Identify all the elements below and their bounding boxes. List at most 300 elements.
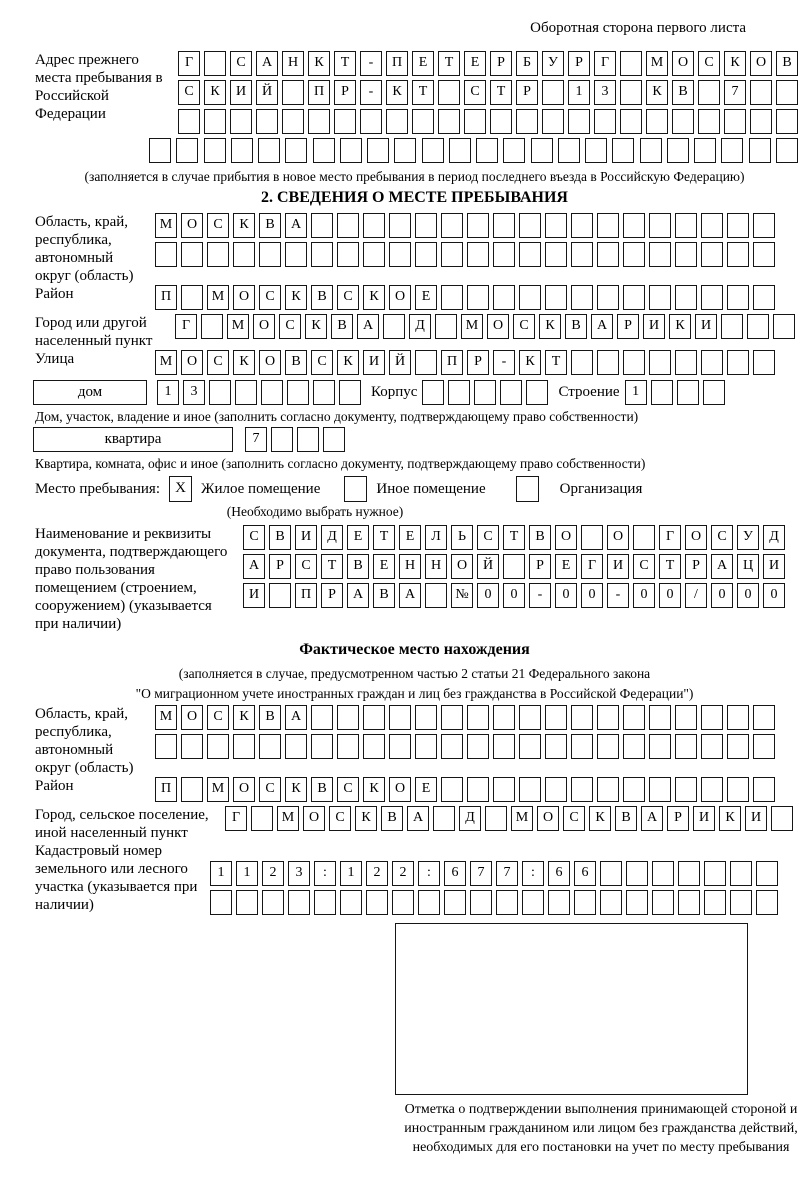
char-cell[interactable]	[500, 380, 522, 405]
char-cell[interactable]	[519, 734, 541, 759]
char-cell[interactable]: 0	[659, 583, 681, 608]
char-cell[interactable]: К	[285, 777, 307, 802]
char-cell[interactable]	[721, 138, 743, 163]
char-cell[interactable]	[493, 285, 515, 310]
char-cell[interactable]: 7	[245, 427, 267, 452]
char-cell[interactable]: К	[589, 806, 611, 831]
char-cell[interactable]: 6	[548, 861, 570, 886]
char-cell[interactable]: 0	[555, 583, 577, 608]
char-cell[interactable]	[490, 109, 512, 134]
char-cell[interactable]: С	[207, 350, 229, 375]
char-cell[interactable]: О	[672, 51, 694, 76]
char-cell[interactable]: В	[381, 806, 403, 831]
char-cell[interactable]	[474, 380, 496, 405]
char-cell[interactable]: -	[360, 80, 382, 105]
char-cell[interactable]	[493, 777, 515, 802]
char-cell[interactable]	[677, 380, 699, 405]
char-cell[interactable]	[626, 890, 648, 915]
char-cell[interactable]	[519, 777, 541, 802]
char-cell[interactable]: А	[711, 554, 733, 579]
char-cell[interactable]	[519, 242, 541, 267]
char-cell[interactable]: Ь	[451, 525, 473, 550]
char-cell[interactable]: А	[285, 705, 307, 730]
char-cell[interactable]	[415, 734, 437, 759]
char-cell[interactable]	[701, 777, 723, 802]
char-cell[interactable]: В	[565, 314, 587, 339]
char-cell[interactable]	[667, 138, 689, 163]
char-cell[interactable]	[623, 350, 645, 375]
char-cell[interactable]	[256, 109, 278, 134]
char-cell[interactable]: Н	[399, 554, 421, 579]
char-cell[interactable]	[571, 285, 593, 310]
char-cell[interactable]: Н	[282, 51, 304, 76]
char-cell[interactable]	[337, 213, 359, 238]
char-cell[interactable]: С	[563, 806, 585, 831]
char-cell[interactable]	[730, 861, 752, 886]
char-cell[interactable]: 1	[236, 861, 258, 886]
char-cell[interactable]	[571, 242, 593, 267]
char-cell[interactable]: 7	[724, 80, 746, 105]
char-cell[interactable]	[704, 861, 726, 886]
char-cell[interactable]	[750, 80, 772, 105]
char-cell[interactable]: О	[555, 525, 577, 550]
char-cell[interactable]: С	[259, 777, 281, 802]
char-cell[interactable]: О	[537, 806, 559, 831]
char-cell[interactable]	[288, 890, 310, 915]
char-cell[interactable]: Г	[178, 51, 200, 76]
char-cell[interactable]	[771, 806, 793, 831]
char-cell[interactable]: Т	[659, 554, 681, 579]
char-cell[interactable]	[389, 705, 411, 730]
char-cell[interactable]	[571, 705, 593, 730]
char-cell[interactable]	[230, 109, 252, 134]
char-cell[interactable]	[698, 109, 720, 134]
char-cell[interactable]	[418, 890, 440, 915]
char-cell[interactable]: С	[633, 554, 655, 579]
char-cell[interactable]: В	[672, 80, 694, 105]
char-cell[interactable]: А	[243, 554, 265, 579]
char-cell[interactable]: И	[607, 554, 629, 579]
char-cell[interactable]	[360, 109, 382, 134]
char-cell[interactable]	[776, 80, 798, 105]
char-cell[interactable]	[422, 380, 444, 405]
char-cell[interactable]: Г	[175, 314, 197, 339]
char-cell[interactable]	[620, 109, 642, 134]
char-cell[interactable]: Ц	[737, 554, 759, 579]
char-cell[interactable]	[210, 890, 232, 915]
char-cell[interactable]: Р	[667, 806, 689, 831]
char-cell[interactable]: В	[529, 525, 551, 550]
char-cell[interactable]: О	[233, 777, 255, 802]
char-cell[interactable]	[571, 734, 593, 759]
char-cell[interactable]	[412, 109, 434, 134]
char-cell[interactable]: Р	[685, 554, 707, 579]
char-cell[interactable]	[756, 861, 778, 886]
char-cell[interactable]: С	[477, 525, 499, 550]
char-cell[interactable]: М	[155, 213, 177, 238]
char-cell[interactable]	[675, 777, 697, 802]
char-cell[interactable]: В	[347, 554, 369, 579]
char-cell[interactable]	[422, 138, 444, 163]
char-cell[interactable]	[366, 890, 388, 915]
char-cell[interactable]	[503, 138, 525, 163]
char-cell[interactable]	[389, 213, 411, 238]
char-cell[interactable]: О	[750, 51, 772, 76]
char-cell[interactable]	[516, 109, 538, 134]
char-cell[interactable]	[773, 314, 795, 339]
char-cell[interactable]	[467, 734, 489, 759]
char-cell[interactable]: Д	[321, 525, 343, 550]
char-cell[interactable]: Р	[529, 554, 551, 579]
char-cell[interactable]: У	[542, 51, 564, 76]
char-cell[interactable]	[675, 242, 697, 267]
char-cell[interactable]	[493, 213, 515, 238]
char-cell[interactable]	[753, 350, 775, 375]
char-cell[interactable]: 1	[157, 380, 179, 405]
char-cell[interactable]: С	[230, 51, 252, 76]
char-cell[interactable]	[701, 285, 723, 310]
char-cell[interactable]	[311, 242, 333, 267]
char-cell[interactable]: К	[669, 314, 691, 339]
char-cell[interactable]	[626, 861, 648, 886]
char-cell[interactable]	[545, 242, 567, 267]
char-cell[interactable]	[231, 138, 253, 163]
char-cell[interactable]: С	[178, 80, 200, 105]
char-cell[interactable]: В	[776, 51, 798, 76]
char-cell[interactable]: С	[464, 80, 486, 105]
char-cell[interactable]	[703, 380, 725, 405]
char-cell[interactable]: А	[399, 583, 421, 608]
char-cell[interactable]: В	[311, 285, 333, 310]
char-cell[interactable]: Д	[459, 806, 481, 831]
char-cell[interactable]	[701, 242, 723, 267]
char-cell[interactable]	[620, 80, 642, 105]
char-cell[interactable]	[271, 427, 293, 452]
char-cell[interactable]	[438, 109, 460, 134]
char-cell[interactable]: Й	[256, 80, 278, 105]
char-cell[interactable]: К	[386, 80, 408, 105]
char-cell[interactable]	[207, 242, 229, 267]
char-cell[interactable]: В	[331, 314, 353, 339]
char-cell[interactable]	[415, 705, 437, 730]
char-cell[interactable]: С	[295, 554, 317, 579]
char-cell[interactable]	[235, 380, 257, 405]
char-cell[interactable]: С	[311, 350, 333, 375]
char-cell[interactable]	[311, 213, 333, 238]
char-cell[interactable]: 0	[477, 583, 499, 608]
char-cell[interactable]: 0	[581, 583, 603, 608]
char-cell[interactable]: А	[285, 213, 307, 238]
char-cell[interactable]: К	[337, 350, 359, 375]
char-cell[interactable]	[753, 734, 775, 759]
char-cell[interactable]: Г	[594, 51, 616, 76]
char-cell[interactable]	[259, 242, 281, 267]
char-cell[interactable]	[282, 80, 304, 105]
char-cell[interactable]	[597, 242, 619, 267]
char-cell[interactable]	[337, 242, 359, 267]
char-cell[interactable]: :	[418, 861, 440, 886]
char-cell[interactable]	[649, 777, 671, 802]
char-cell[interactable]	[704, 890, 726, 915]
char-cell[interactable]	[258, 138, 280, 163]
char-cell[interactable]: 0	[503, 583, 525, 608]
char-cell[interactable]: Р	[490, 51, 512, 76]
char-cell[interactable]: О	[685, 525, 707, 550]
char-cell[interactable]: К	[719, 806, 741, 831]
char-cell[interactable]	[727, 777, 749, 802]
char-cell[interactable]: У	[737, 525, 759, 550]
char-cell[interactable]: О	[389, 777, 411, 802]
char-cell[interactable]: :	[314, 861, 336, 886]
char-cell[interactable]: 0	[633, 583, 655, 608]
char-cell[interactable]	[476, 138, 498, 163]
char-cell[interactable]	[204, 109, 226, 134]
char-cell[interactable]	[678, 861, 700, 886]
char-cell[interactable]: С	[279, 314, 301, 339]
char-cell[interactable]: И	[643, 314, 665, 339]
char-cell[interactable]: №	[451, 583, 473, 608]
char-cell[interactable]	[652, 861, 674, 886]
char-cell[interactable]	[438, 80, 460, 105]
char-cell[interactable]: А	[641, 806, 663, 831]
char-cell[interactable]	[675, 350, 697, 375]
char-cell[interactable]: О	[607, 525, 629, 550]
char-cell[interactable]: 0	[737, 583, 759, 608]
char-cell[interactable]	[727, 705, 749, 730]
char-cell[interactable]	[623, 734, 645, 759]
char-cell[interactable]	[597, 734, 619, 759]
char-cell[interactable]	[640, 138, 662, 163]
char-cell[interactable]	[433, 806, 455, 831]
char-cell[interactable]: Е	[399, 525, 421, 550]
char-cell[interactable]: Т	[503, 525, 525, 550]
char-cell[interactable]: 3	[183, 380, 205, 405]
char-cell[interactable]	[394, 138, 416, 163]
char-cell[interactable]: П	[441, 350, 463, 375]
char-cell[interactable]	[652, 890, 674, 915]
char-cell[interactable]	[441, 705, 463, 730]
char-cell[interactable]	[701, 350, 723, 375]
char-cell[interactable]: В	[269, 525, 291, 550]
char-cell[interactable]	[251, 806, 273, 831]
char-cell[interactable]	[597, 213, 619, 238]
char-cell[interactable]: 1	[625, 380, 647, 405]
char-cell[interactable]	[675, 285, 697, 310]
char-cell[interactable]: М	[646, 51, 668, 76]
char-cell[interactable]	[444, 890, 466, 915]
char-cell[interactable]	[542, 109, 564, 134]
char-cell[interactable]: И	[243, 583, 265, 608]
char-cell[interactable]	[542, 80, 564, 105]
char-cell[interactable]: О	[233, 285, 255, 310]
char-cell[interactable]: М	[155, 705, 177, 730]
char-cell[interactable]: М	[461, 314, 483, 339]
char-cell[interactable]	[435, 314, 457, 339]
char-cell[interactable]	[311, 734, 333, 759]
char-cell[interactable]	[313, 138, 335, 163]
checkbox-other-premises[interactable]	[344, 476, 367, 502]
char-cell[interactable]	[425, 583, 447, 608]
char-cell[interactable]	[753, 777, 775, 802]
char-cell[interactable]: 3	[288, 861, 310, 886]
char-cell[interactable]	[545, 705, 567, 730]
char-cell[interactable]: П	[308, 80, 330, 105]
char-cell[interactable]: О	[253, 314, 275, 339]
char-cell[interactable]	[363, 242, 385, 267]
char-cell[interactable]	[269, 583, 291, 608]
char-cell[interactable]: 0	[763, 583, 785, 608]
char-cell[interactable]	[701, 705, 723, 730]
char-cell[interactable]: Т	[490, 80, 512, 105]
char-cell[interactable]: П	[295, 583, 317, 608]
char-cell[interactable]	[727, 242, 749, 267]
char-cell[interactable]: 2	[262, 861, 284, 886]
char-cell[interactable]: 0	[711, 583, 733, 608]
char-cell[interactable]	[651, 380, 673, 405]
char-cell[interactable]	[470, 890, 492, 915]
char-cell[interactable]: В	[259, 213, 281, 238]
char-cell[interactable]: 1	[340, 861, 362, 886]
char-cell[interactable]	[675, 705, 697, 730]
char-cell[interactable]: С	[513, 314, 535, 339]
char-cell[interactable]	[649, 350, 671, 375]
char-cell[interactable]: -	[607, 583, 629, 608]
char-cell[interactable]: 6	[574, 861, 596, 886]
char-cell[interactable]: А	[347, 583, 369, 608]
char-cell[interactable]: М	[207, 777, 229, 802]
char-cell[interactable]: М	[511, 806, 533, 831]
char-cell[interactable]	[285, 138, 307, 163]
char-cell[interactable]	[209, 380, 231, 405]
char-cell[interactable]: А	[591, 314, 613, 339]
char-cell[interactable]	[363, 734, 385, 759]
char-cell[interactable]	[389, 242, 411, 267]
char-cell[interactable]	[749, 138, 771, 163]
char-cell[interactable]	[467, 705, 489, 730]
char-cell[interactable]	[568, 109, 590, 134]
char-cell[interactable]	[724, 109, 746, 134]
char-cell[interactable]: К	[204, 80, 226, 105]
char-cell[interactable]: Т	[334, 51, 356, 76]
char-cell[interactable]	[178, 109, 200, 134]
char-cell[interactable]: В	[615, 806, 637, 831]
char-cell[interactable]	[201, 314, 223, 339]
char-cell[interactable]	[311, 705, 333, 730]
char-cell[interactable]: А	[256, 51, 278, 76]
char-cell[interactable]: И	[693, 806, 715, 831]
char-cell[interactable]	[545, 777, 567, 802]
char-cell[interactable]	[519, 213, 541, 238]
char-cell[interactable]	[597, 285, 619, 310]
char-cell[interactable]	[181, 285, 203, 310]
char-cell[interactable]	[649, 734, 671, 759]
char-cell[interactable]	[623, 242, 645, 267]
char-cell[interactable]	[623, 213, 645, 238]
char-cell[interactable]: К	[308, 51, 330, 76]
char-cell[interactable]	[531, 138, 553, 163]
char-cell[interactable]: 3	[594, 80, 616, 105]
char-cell[interactable]: -	[493, 350, 515, 375]
char-cell[interactable]	[449, 138, 471, 163]
char-cell[interactable]: О	[487, 314, 509, 339]
char-cell[interactable]: 7	[496, 861, 518, 886]
char-cell[interactable]: В	[373, 583, 395, 608]
char-cell[interactable]	[545, 213, 567, 238]
char-cell[interactable]	[594, 109, 616, 134]
char-cell[interactable]	[441, 734, 463, 759]
char-cell[interactable]	[571, 777, 593, 802]
char-cell[interactable]	[308, 109, 330, 134]
char-cell[interactable]: К	[233, 705, 255, 730]
char-cell[interactable]: К	[646, 80, 668, 105]
char-cell[interactable]	[485, 806, 507, 831]
char-cell[interactable]	[701, 734, 723, 759]
char-cell[interactable]	[620, 51, 642, 76]
char-cell[interactable]	[233, 734, 255, 759]
char-cell[interactable]: П	[386, 51, 408, 76]
char-cell[interactable]	[496, 890, 518, 915]
char-cell[interactable]	[386, 109, 408, 134]
char-cell[interactable]: К	[233, 350, 255, 375]
char-cell[interactable]	[612, 138, 634, 163]
char-cell[interactable]: Е	[464, 51, 486, 76]
char-cell[interactable]	[259, 734, 281, 759]
char-cell[interactable]	[363, 213, 385, 238]
char-cell[interactable]	[337, 705, 359, 730]
char-cell[interactable]	[204, 138, 226, 163]
char-cell[interactable]	[493, 705, 515, 730]
char-cell[interactable]: К	[355, 806, 377, 831]
char-cell[interactable]: Й	[389, 350, 411, 375]
char-cell[interactable]: В	[311, 777, 333, 802]
char-cell[interactable]	[441, 777, 463, 802]
char-cell[interactable]	[678, 890, 700, 915]
char-cell[interactable]	[441, 242, 463, 267]
char-cell[interactable]	[176, 138, 198, 163]
char-cell[interactable]: К	[724, 51, 746, 76]
char-cell[interactable]	[285, 242, 307, 267]
char-cell[interactable]: С	[698, 51, 720, 76]
char-cell[interactable]	[448, 380, 470, 405]
char-cell[interactable]: -	[360, 51, 382, 76]
char-cell[interactable]	[694, 138, 716, 163]
char-cell[interactable]: К	[363, 777, 385, 802]
char-cell[interactable]	[155, 734, 177, 759]
char-cell[interactable]	[571, 350, 593, 375]
char-cell[interactable]	[503, 554, 525, 579]
char-cell[interactable]	[236, 890, 258, 915]
char-cell[interactable]: Т	[412, 80, 434, 105]
char-cell[interactable]	[756, 890, 778, 915]
char-cell[interactable]	[727, 213, 749, 238]
char-cell[interactable]: С	[207, 705, 229, 730]
char-cell[interactable]	[340, 138, 362, 163]
char-cell[interactable]: П	[155, 777, 177, 802]
char-cell[interactable]	[649, 242, 671, 267]
char-cell[interactable]: С	[337, 777, 359, 802]
char-cell[interactable]: Р	[568, 51, 590, 76]
char-cell[interactable]: К	[233, 213, 255, 238]
char-cell[interactable]	[467, 213, 489, 238]
char-cell[interactable]: М	[227, 314, 249, 339]
char-cell[interactable]: 1	[210, 861, 232, 886]
char-cell[interactable]	[675, 213, 697, 238]
char-cell[interactable]	[287, 380, 309, 405]
char-cell[interactable]: Г	[581, 554, 603, 579]
char-cell[interactable]: К	[305, 314, 327, 339]
char-cell[interactable]	[467, 242, 489, 267]
char-cell[interactable]: Г	[659, 525, 681, 550]
